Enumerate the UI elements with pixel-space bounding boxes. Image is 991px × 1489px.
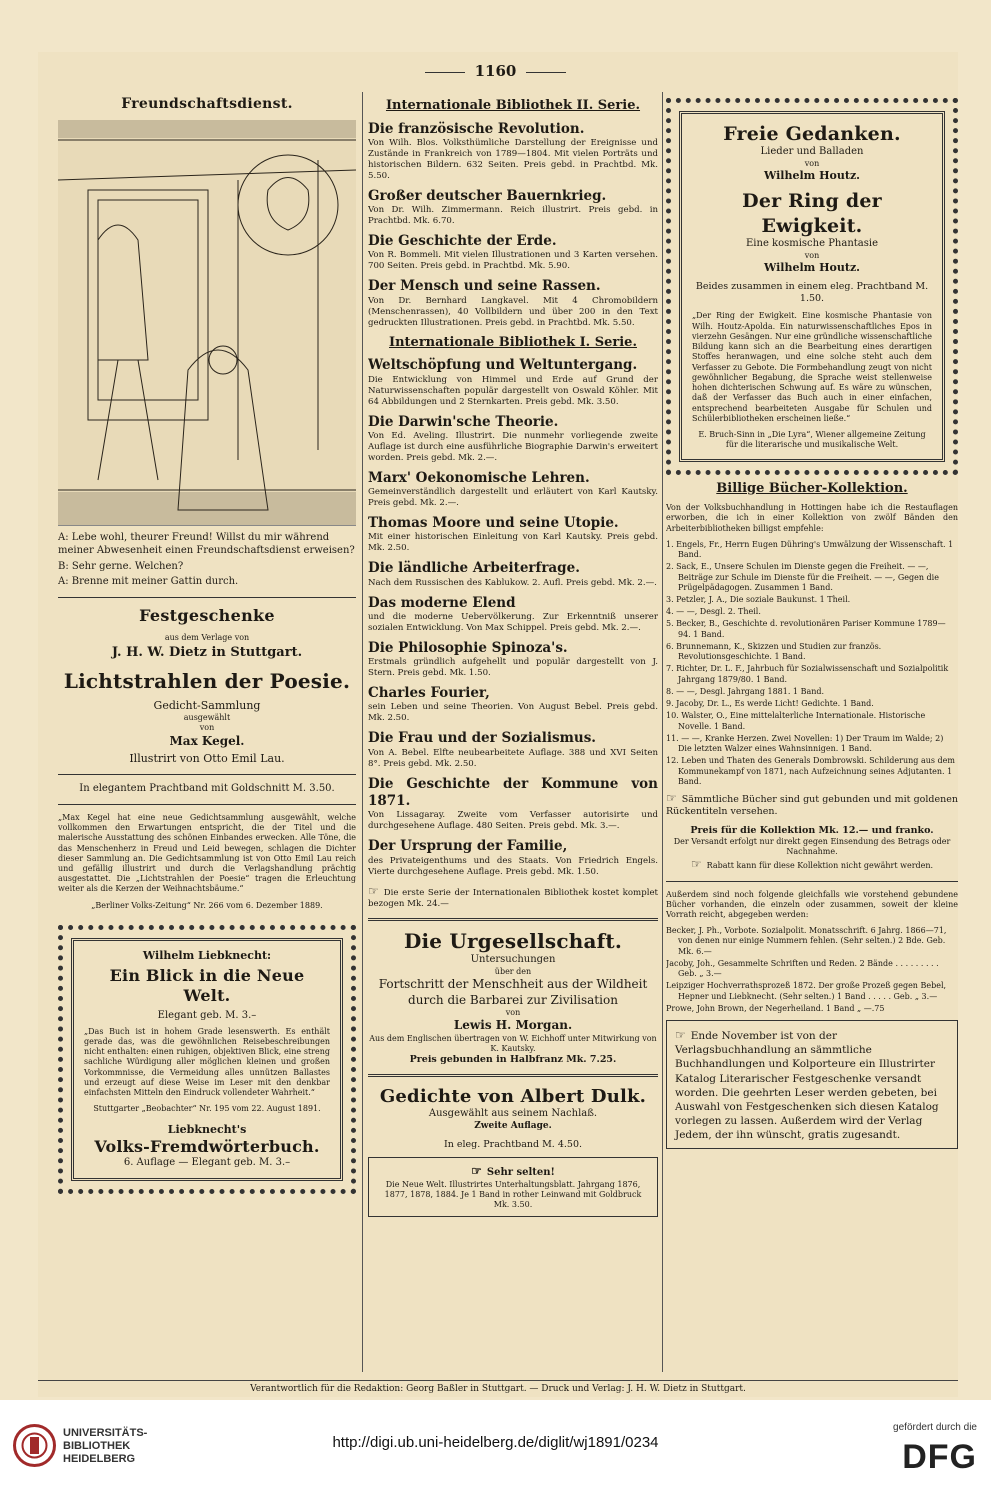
- kollektion-title: Billige Bücher-Kollektion.: [716, 480, 908, 496]
- column-divider: [662, 92, 663, 1372]
- imprint-footer: Verantwortlich für die Redaktion: Georg Baßler in Stuttgart. — Druck und Verlag: J. H. W. Dietz in Stuttgart.: [38, 1380, 958, 1394]
- book-description: Von R. Bommeli. Mit vielen Illustrationen und 3 Karten versehen. 700 Seiten. Preis gebd. in Prachtbd. Mk. 5.90.: [368, 250, 658, 272]
- katalog-notice: [666, 1020, 958, 1149]
- separator: [58, 774, 356, 775]
- digitization-bar: [0, 1400, 991, 1489]
- list-item: 7. Richter, Dr. L. F., Jahrbuch für Sozialwissenschaft und Sozialpolitik Jahrgang 1879/80. 1 Band.: [666, 664, 949, 684]
- urgesellschaft-subtitle: Fortschritt der Menschheit aus der Wildheit durch die Barbarei zur Zivilisation: [378, 977, 648, 1007]
- book-title: Die Darwin'sche Theorie.: [368, 413, 559, 430]
- fest-publisher: J. H. W. Dietz in Stuttgart.: [111, 644, 303, 660]
- column-divider: [362, 92, 363, 1372]
- library-name-line: UNIVERSITÄTS-: [63, 1427, 148, 1439]
- book-title: Die Geschichte der Kommune von 1871.: [368, 775, 658, 809]
- kollektion-bound: [666, 791, 958, 819]
- urgesellschaft-von: von: [505, 1008, 521, 1018]
- book-description: Von Wilh. Blos. Volksthümliche Darstellung der Ereignisse und Zustände in Frankreich von 1789—1804. Mit vielen Porträts und historischen Bildern. 632 Seiten. Preis gebd. in Prachtbd. Mk. 5.50.: [368, 137, 658, 181]
- lichtstrahlen-von: von: [199, 723, 215, 733]
- book-description: Von Dr. Bernhard Langkavel. Mit 4 Chromobildern (Menschenrassen), 40 Vollbildern und über 200 in den Text gedruckten Illustrationen. Preis gebd. in Prachtbd. Mk. 5.50.: [368, 295, 658, 328]
- dialog-line: A: Lebe wohl, theurer Freund! Willst du mir während meiner Abwesenheit einen Freundschaftsdienst erweisen?: [58, 531, 355, 556]
- pointing-hand-icon: ☞: [368, 883, 379, 898]
- freie-gedanken-author: Wilhelm Houtz.: [763, 169, 861, 183]
- lichtstrahlen-sub2: ausgewählt: [183, 713, 231, 723]
- book-entry: [368, 595, 658, 634]
- lichtstrahlen-sub: Gedicht-Sammlung: [153, 699, 261, 713]
- freie-gedanken-sub: Lieder und Balladen: [760, 146, 864, 158]
- list-item: Jacoby, Joh., Gesammelte Schriften und Reden. 2 Bände . . . . . . . . . Geb. „ 3.—: [666, 958, 939, 979]
- rare-offer-text: Die Neue Welt. Illustrirtes Unterhaltungsblatt. Jahrgang 1876, 1877, 1878, 1884. Je 1 Band in rother Leinwand mit Goldbruck Mk. 3.50.: [384, 1179, 642, 1210]
- dialog-line: B: Sehr gerne. Welchen?: [58, 560, 184, 572]
- list-item: 10. Walster, O., Eine mittelalterliche Internationale. Historische Novelle. 1 Band.: [666, 711, 926, 731]
- book-description: Von A. Bebel. Elfte neubearbeitete Auflage. 388 und XVI Seiten 8°. Preis gebd. Mk. 2.50.: [368, 747, 658, 769]
- list-item: 5. Becker, B., Geschichte d. revolutionären Pariser Kommune 1789—94. 1 Band.: [666, 619, 946, 639]
- pointing-hand-icon: ☞: [666, 791, 677, 805]
- katalog-notice-text: Ende November ist von der Verlagsbuchhandlung an sämmtliche Buchhandlungen und Kolporteure ein Illustrirter Katalog Literarischer Festgeschenke versandt worden. Die geehrten Leser werden gebeten, bei Auswahl von Festgeschenken sich diesen Katalog vorlegen zu lassen. Außerdem wird der Verlag Jedem, der ihn wünscht, gratis zugesandt.: [675, 1030, 939, 1142]
- book-description: und die moderne Uebervölkerung. Zur Erkenntniß unserer sozialen Entwicklung. Von Max Schippel. Preis gebd. Mk. 2.—.: [368, 611, 658, 633]
- fremdwoerter-title: Volks-Fremdwörterbuch.: [94, 1136, 320, 1156]
- book-entry: [368, 121, 658, 182]
- book-entry: [368, 838, 658, 877]
- book-entry: [368, 414, 658, 464]
- kollektion-bound-text: Sämmtliche Bücher sind gut gebunden und mit goldenen Rückentiteln versehen.: [666, 794, 958, 818]
- list-item: 9. Jacoby, Dr. L., Es werde Licht! Gedichte. 1 Band.: [666, 699, 874, 709]
- fest-title: Festgeschenke: [139, 606, 275, 626]
- dulk-edition: Zweite Auflage.: [474, 1121, 552, 1132]
- list-item: Becker, J. Ph., Vorbote. Sozialpolit. Monatsschrift. 6 Jahrg. 1866—71, von denen nur einige Nummern fehlen. (Sehr selten.) 2 Bde. Geb. Mk. 6.—: [666, 926, 947, 956]
- ring-review: „Der Ring der Ewigkeit. Eine kosmische Phantasie von Wilh. Houtz-Apolda. Ein naturwissenschaftliches Epos in vierzehn Gesängen. Nur eine gründliche wissenschaftliche Bildung kann sich an die Bearbeitung eines derartigen Stoffes heranwagen, und eine solche steht auch dem Verfasser zu Gebote. Die Formbehandlung zeugt von nicht gewöhnlicher Begabung, die Sprache weist stellenweise hohen dichterischen Schwung auf. Es wäre zu wünschen, daß der Verfasser das Buch auch in einer einfachen, entsprechend bearbeiteten Ausgabe für Schulen und Schülerbibliotheken erscheinen ließe.“: [692, 311, 932, 423]
- section-heading-serie-1: Internationale Bibliothek I. Serie.: [389, 334, 637, 350]
- dfg-logo: DFG: [902, 1438, 977, 1476]
- book-entry: [368, 776, 658, 833]
- separator: [58, 597, 356, 598]
- urgesellschaft-title: Die Urgesellschaft.: [403, 928, 623, 953]
- urgesellschaft-ad: [368, 929, 658, 1067]
- liebknecht-source: Stuttgarter „Beobachter“ Nr. 195 vom 22. August 1891.: [93, 1104, 321, 1114]
- library-name-line: BIBLIOTHEK: [63, 1439, 131, 1452]
- extra-books-intro: Außerdem sind noch folgende gleichfalls wie vorstehend gebundene Bücher vorhanden, die einzeln oder zusammen, soweit der kleine Vorrath reicht, abgegeben werden:: [666, 889, 958, 919]
- liebknecht-review: „Das Buch ist in hohem Grade lesenswerth. Es enthält gerade das, was die gewöhnlichen Reisebeschreibungen nicht enthalten: einen ruhigen, objektiven Blick, eine streng sachliche Würdigung aller möglichen kleinen und großen Vorkommnisse, die Vermeidung alles unnützen Ballastes und erzeugt auf diese Weise im Leser mit den denkbar einfachsten Mitteln den Eindruck vollendeter Wahrheit.“: [84, 1026, 330, 1098]
- book-description: des Privateigenthums und des Staats. Von Friedrich Engels. Vierte durchgesehene Auflage. Preis gebd. Mk. 1.50.: [368, 855, 658, 877]
- book-title: Großer deutscher Bauernkrieg.: [368, 187, 607, 204]
- pointing-hand-icon: ☞: [471, 1163, 482, 1178]
- separator: [368, 1074, 658, 1077]
- lichtstrahlen-title: Lichtstrahlen der Poesie.: [63, 669, 351, 694]
- liebknecht-author: Wilhelm Liebknecht:: [142, 948, 272, 962]
- funded-by-label: gefördert durch die: [893, 1422, 977, 1433]
- kollektion-price: Preis für die Kollektion Mk. 12.— und franko.: [690, 824, 934, 836]
- ring-title: Der Ring der Ewigkeit.: [742, 190, 882, 237]
- lichtstrahlen-price: In elegantem Prachtband mit Goldschnitt M. 3.50.: [79, 783, 335, 794]
- book-title: Das moderne Elend: [368, 594, 516, 611]
- kollektion-list: [666, 540, 958, 787]
- liebknecht-box: [58, 925, 356, 1194]
- urgesellschaft-sub: Untersuchungen: [470, 954, 556, 966]
- cartoon-title: Freundschaftsdienst.: [121, 96, 293, 112]
- book-description: Nach dem Russischen des Kablukow. 2. Aufl. Preis gebd. Mk. 2.—.: [368, 577, 657, 588]
- book-title: Der Mensch und seine Rassen.: [368, 278, 601, 295]
- book-title: Die Philosophie Spinoza's.: [368, 639, 568, 656]
- section-heading-serie-2: Internationale Bibliothek II. Serie.: [385, 98, 641, 113]
- lichtstrahlen-review: „Max Kegel hat eine neue Gedichtsammlung ausgewählt, welche vollkommen den Erwartungen entspricht, die der Titel und die malerische Ausstattung des schönen Einbandes erwecken. Alle Töne, die das Menschenherz in Freud und Leid bewegen, schlagen die Dichter dieser Sammlung an. Die Gedichtsammlung ist von Otto Emil Lau reich und gefällig illustrirt und durch die Verlagshandlung prächtig ausgestattet. Die „Lichtstrahlen der Poesie“ tragen die Erleuchtung weiter als die Kerzen der Weihnachtsbäume.“: [58, 812, 356, 894]
- book-title: Charles Fourier,: [368, 685, 490, 702]
- page-number: 1160: [0, 62, 991, 80]
- extra-books-list: [666, 926, 958, 1014]
- list-item: 3. Petzler, J. A., Die soziale Baukunst. 1 Theil.: [666, 595, 851, 605]
- separator: [368, 918, 658, 921]
- kollektion-rabatt: [666, 857, 958, 872]
- kollektion-shipping: Der Versandt erfolgt nur direkt gegen Einsendung des Betrags oder Nachnahme.: [673, 836, 951, 856]
- book-description: Erstmals gründlich aufgehellt und populär dargestellt von J. Stern. Preis gebd. Mk. 1.50.: [368, 657, 658, 679]
- rare-offer-heading-text: Sehr selten!: [486, 1166, 555, 1178]
- book-entry: [368, 730, 658, 769]
- list-item: 12. Leben und Thaten des Generals Dombrowski. Schilderung aus dem Kommunekampf von 1871, nach Aufzeichnung seines Adjutanten. 1 Band.: [666, 756, 955, 786]
- liebknecht-price: Elegant geb. M. 3.–: [157, 1009, 257, 1021]
- book-entry: [368, 685, 658, 724]
- urgesellschaft-translator: Aus dem Englischen übertragen von W. Eichhoff unter Mitwirkung von K. Kautsky.: [369, 1033, 657, 1054]
- book-title: Marx' Oekonomische Lehren.: [368, 469, 590, 486]
- book-description: Von Dr. Wilh. Zimmermann. Reich illustrirt. Preis gebd. in Prachtbd. Mk. 6.70.: [368, 205, 658, 227]
- serie-1-note: [368, 884, 658, 910]
- book-description: Mit einer historischen Einleitung von Karl Kautsky. Preis gebd. Mk. 2.50.: [368, 532, 658, 554]
- library-name-line: HEIDELBERG: [63, 1452, 136, 1465]
- cartoon-illustration: [58, 120, 356, 526]
- book-title: Die ländliche Arbeiterfrage.: [368, 560, 580, 577]
- urgesellschaft-sub2: über den: [494, 967, 532, 977]
- book-entry: [368, 278, 658, 328]
- ring-von: von: [804, 250, 820, 260]
- liebknecht-inner: [71, 938, 343, 1181]
- fest-sub: aus dem Verlage von: [164, 632, 250, 642]
- book-title: Die französische Revolution.: [368, 120, 585, 137]
- book-entry: [368, 188, 658, 227]
- list-item: 8. — —, Desgl. Jahrgang 1881. 1 Band.: [666, 686, 825, 696]
- book-entry: [368, 515, 658, 554]
- houtz-inner: [679, 111, 945, 462]
- liebknecht-title: Ein Blick in die Neue Welt.: [109, 965, 305, 1006]
- cartoon-dialog: [58, 532, 356, 589]
- rare-offer-box: [368, 1157, 658, 1218]
- list-item: Prowe, John Brown, der Negerheiland. 1 Band „ —.75: [666, 1003, 885, 1013]
- separator: [666, 881, 958, 882]
- ring-review-source: E. Bruch-Sinn in „Die Lyra“, Wiener allgemeine Zeitung für die literarische und musikalische Welt.: [698, 430, 926, 450]
- dulk-price: In eleg. Prachtband M. 4.50.: [443, 1138, 583, 1150]
- list-item: 11. — —, Kranke Herzen. Zwei Novellen: 1) Der Traum im Walde; 2) Die letzten Walzer eines Wahnsinnigen. 1 Band.: [666, 733, 944, 754]
- list-item: 4. — —, Desgl. 2. Theil.: [666, 607, 761, 617]
- book-entry: [368, 560, 658, 588]
- serie-2-list: [368, 121, 658, 329]
- list-item: 6. Brunnemann, K., Skizzen und Studien zur französ. Revolutionsgeschichte. 1 Band.: [666, 641, 882, 662]
- dulk-title: Gedichte von Albert Dulk.: [379, 1086, 647, 1108]
- column-left: [58, 92, 356, 1382]
- kollektion-rabatt-text: Rabatt kann für diese Kollektion nicht gewährt werden.: [706, 861, 934, 871]
- book-description: Gemeinverständlich dargestellt und erläutert von Karl Kautsky. Preis gebd. Mk. 2.—.: [368, 487, 658, 509]
- combined-price: Beides zusammen in einem eleg. Prachtband M. 1.50.: [695, 281, 929, 305]
- book-entry: [368, 233, 658, 272]
- lichtstrahlen-source: „Berliner Volks-Zeitung“ Nr. 266 vom 6. Dezember 1889.: [91, 900, 323, 910]
- list-item: 2. Sack, E., Unsere Schulen im Dienste gegen die Freiheit. — —, Beiträge zur Schule im Dienste für die Freiheit. — —, Gegen die Prügelpädagogen. Zusammen 1 Band.: [666, 562, 939, 592]
- book-entry: [368, 640, 658, 679]
- column-right: [666, 92, 958, 1382]
- ring-sub: Eine kosmische Phantasie: [746, 238, 878, 250]
- book-title: Die Frau und der Sozialismus.: [368, 730, 597, 747]
- kollektion-intro: Von der Volksbuchhandlung in Hottingen habe ich die Restauflagen erworben, die ich in einer Kollektion von zwölf Bänden den Arbeiterbibliotheken billigst empfehle:: [666, 503, 958, 533]
- book-title: Thomas Moore und seine Utopie.: [368, 515, 619, 532]
- rare-offer-heading: [377, 1164, 649, 1180]
- urgesellschaft-author: Lewis H. Morgan.: [453, 1018, 573, 1033]
- column-middle: [368, 92, 658, 1382]
- list-item: Leipziger Hochverrathsprozeß 1872. Der große Prozeß gegen Bebel, Hepner und Liebknecht. (Sehr selten.) 1 Band . . . . . Geb. „ 3.—: [666, 981, 947, 1001]
- fremdwoerter-price: 6. Auflage — Elegant geb. M. 3.–: [123, 1157, 291, 1169]
- pointing-hand-icon: ☞: [675, 1028, 686, 1043]
- houtz-box: [666, 98, 958, 475]
- fremdwoerter-author: Liebknecht's: [167, 1122, 247, 1136]
- book-entry: [368, 357, 658, 407]
- book-entry: [368, 470, 658, 509]
- serie-1-note-text: Die erste Serie der Internationalen Bibliothek kostet komplet bezogen Mk. 24.—: [368, 887, 658, 909]
- dulk-sub: Ausgewählt aus seinem Nachlaß.: [428, 1108, 598, 1120]
- source-url[interactable]: http://digi.ub.uni-heidelberg.de/diglit/wj1891/0234: [332, 1434, 659, 1451]
- book-title: Der Ursprung der Familie,: [368, 838, 568, 855]
- book-description: Von Lissagaray. Zweite vom Verfasser autorisirte und durchgesehene Auflage. 480 Seiten. Preis gebd. Mk. 3.—.: [368, 810, 658, 832]
- lichtstrahlen-author: Max Kegel.: [169, 733, 245, 748]
- freie-gedanken-title: Freie Gedanken.: [723, 123, 901, 145]
- dulk-ad: [368, 1085, 658, 1151]
- serie-1-list: [368, 357, 658, 877]
- book-description: sein Leben und seine Theorien. Von August Bebel. Preis gebd. Mk. 2.50.: [368, 702, 658, 724]
- separator: [58, 804, 356, 805]
- ring-author: Wilhelm Houtz.: [763, 261, 861, 275]
- dialog-line: A: Brenne mit meiner Gattin durch.: [58, 576, 239, 588]
- pointing-hand-icon: ☞: [690, 857, 702, 872]
- book-title: Die Geschichte der Erde.: [368, 233, 557, 250]
- list-item: 1. Engels, Fr., Herrn Eugen Dühring's Umwälzung der Wissenschaft. 1 Band.: [666, 539, 954, 560]
- book-title: Weltschöpfung und Weltuntergang.: [368, 357, 638, 374]
- lichtstrahlen-illustrator: Illustrirt von Otto Emil Lau.: [129, 751, 285, 765]
- freie-gedanken-von: von: [804, 159, 820, 169]
- urgesellschaft-price: Preis gebunden in Halbfranz Mk. 7.25.: [409, 1054, 617, 1066]
- book-description: Die Entwicklung von Himmel und Erde auf Grund der Naturwissenschaften populär dargestellt von Oswald Köhler. Mit 64 Abbildungen und 2 Sternkarten. Preis gebd. Mk. 3.50.: [368, 374, 658, 407]
- book-description: Von Ed. Aveling. Illustrirt. Die nunmehr vorliegende zweite Auflage ist durch eine ausführliche Biographie Darwin's erweitert worden. Preis gebd. Mk. 2.—.: [368, 430, 658, 463]
